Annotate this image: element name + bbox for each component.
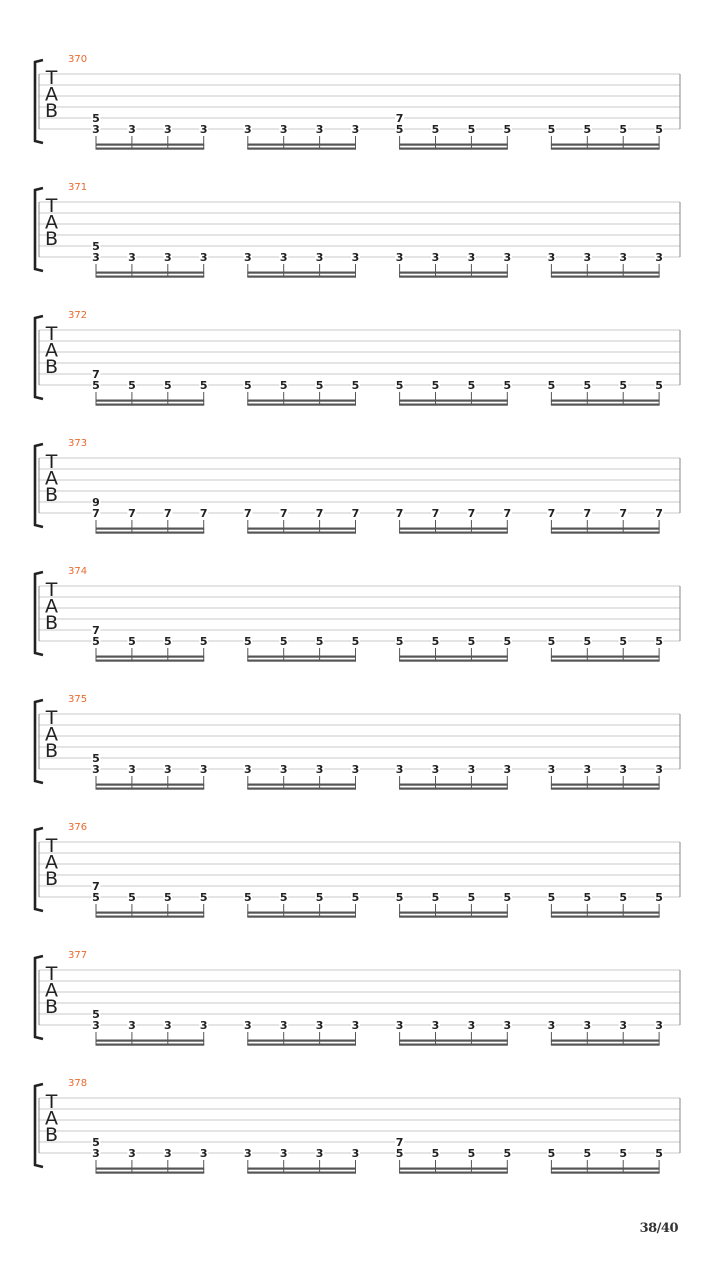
note-beam: [399, 1044, 508, 1046]
tab-clef-letter: T: [45, 707, 58, 729]
fret-number: 9: [92, 496, 100, 509]
fret-number: 7: [128, 507, 136, 520]
fret-number: 5: [547, 635, 556, 648]
tab-clef-letter: A: [45, 1107, 58, 1130]
measure-number: 372: [68, 310, 88, 321]
fret-number: 5: [92, 1008, 100, 1021]
fret-number: 3: [655, 763, 663, 776]
note-beam: [96, 1172, 205, 1174]
tab-clef-letter: B: [44, 868, 59, 890]
tab-system: [35, 438, 680, 534]
fret-number: 7: [92, 624, 100, 637]
note-beam: [247, 788, 356, 790]
note-beam: [399, 788, 508, 790]
fret-number: 5: [655, 379, 663, 392]
fret-number: 3: [547, 763, 556, 776]
fret-number: 5: [619, 1147, 628, 1160]
fret-number: 5: [503, 1147, 512, 1160]
fret-number: 5: [619, 379, 628, 392]
note-beam: [551, 276, 660, 278]
note-beam: [399, 660, 508, 662]
fret-number: 5: [199, 379, 208, 392]
fret-number: 3: [655, 251, 663, 264]
note-beam: [96, 788, 205, 790]
fret-number: 5: [243, 891, 252, 904]
fret-number: 3: [199, 251, 208, 264]
fret-number: 3: [163, 763, 172, 776]
fret-number: 3: [351, 123, 360, 136]
note-beam: [399, 912, 508, 914]
note-beam: [399, 532, 508, 534]
note-beam: [96, 144, 205, 146]
fret-number: 5: [655, 635, 663, 648]
note-beam: [96, 276, 205, 278]
note-beam: [551, 528, 660, 530]
fret-number: 5: [395, 123, 404, 136]
fret-number: 7: [395, 1136, 404, 1149]
note-beam: [96, 1044, 205, 1046]
fret-number: 3: [395, 251, 404, 264]
tab-system: [35, 950, 680, 1046]
fret-number: 3: [243, 123, 252, 136]
tab-clef-letter: A: [45, 851, 58, 874]
fret-number: 3: [583, 251, 592, 264]
fret-number: 3: [655, 1019, 663, 1032]
fret-number: 5: [128, 635, 136, 648]
fret-number: 5: [92, 379, 100, 392]
tab-clef-letter: B: [44, 100, 59, 122]
fret-number: 3: [128, 1019, 136, 1032]
note-beam: [551, 1044, 660, 1046]
fret-number: 5: [583, 379, 592, 392]
fret-number: 3: [315, 1019, 324, 1032]
fret-number: 5: [583, 635, 592, 648]
fret-number: 5: [467, 635, 476, 648]
note-beam: [96, 916, 205, 918]
fret-number: 5: [315, 635, 324, 648]
fret-number: 5: [547, 123, 556, 136]
fret-number: 7: [547, 507, 556, 520]
note-beam: [551, 532, 660, 534]
measure-number: 377: [68, 950, 88, 961]
note-beam: [247, 1172, 356, 1174]
fret-number: 5: [128, 891, 136, 904]
note-beam: [399, 148, 508, 150]
fret-number: 5: [467, 123, 476, 136]
tab-clef-letter: A: [45, 467, 58, 490]
fret-number: 3: [431, 251, 440, 264]
fret-number: 3: [351, 1147, 360, 1160]
fret-number: 5: [655, 1147, 663, 1160]
note-beam: [247, 148, 356, 150]
fret-number: 5: [467, 379, 476, 392]
fret-number: 5: [163, 379, 172, 392]
tab-system: [35, 310, 680, 406]
fret-number: 3: [92, 251, 100, 264]
tab-clef-letter: T: [45, 835, 58, 857]
fret-number: 5: [431, 379, 440, 392]
note-beam: [551, 144, 660, 146]
tab-clef-letter: T: [45, 579, 58, 601]
fret-number: 3: [92, 763, 100, 776]
fret-number: 3: [547, 251, 556, 264]
measure-number: 378: [68, 1078, 88, 1089]
fret-number: 7: [163, 507, 172, 520]
note-beam: [96, 784, 205, 786]
tab-clef-letter: A: [45, 595, 58, 618]
fret-number: 3: [279, 763, 288, 776]
fret-number: 5: [503, 379, 512, 392]
measure-number: 373: [68, 438, 88, 449]
measure-number: 376: [68, 822, 88, 833]
fret-number: 5: [92, 752, 100, 765]
fret-number: 3: [199, 763, 208, 776]
fret-number: 7: [655, 507, 663, 520]
fret-number: 3: [279, 251, 288, 264]
note-beam: [399, 276, 508, 278]
fret-number: 5: [351, 379, 360, 392]
note-beam: [96, 528, 205, 530]
note-beam: [551, 916, 660, 918]
fret-number: 7: [199, 507, 208, 520]
fret-number: 3: [243, 1019, 252, 1032]
note-beam: [399, 404, 508, 406]
tab-clef-letter: T: [45, 67, 58, 89]
note-beam: [399, 656, 508, 658]
fret-number: 5: [547, 379, 556, 392]
measure-number: 375: [68, 694, 88, 705]
note-beam: [399, 400, 508, 402]
note-beam: [247, 1044, 356, 1046]
tab-clef-letter: A: [45, 83, 58, 106]
fret-number: 7: [92, 368, 100, 381]
fret-number: 7: [92, 507, 100, 520]
fret-number: 3: [351, 251, 360, 264]
tab-clef-letter: B: [44, 356, 59, 378]
measure-number: 374: [68, 566, 88, 577]
tab-system: [35, 54, 680, 150]
note-beam: [247, 660, 356, 662]
fret-number: 5: [547, 891, 556, 904]
fret-number: 3: [583, 1019, 592, 1032]
fret-number: 3: [199, 123, 208, 136]
fret-number: 5: [503, 123, 512, 136]
fret-number: 5: [503, 891, 512, 904]
fret-number: 3: [128, 251, 136, 264]
fret-number: 3: [395, 763, 404, 776]
fret-number: 7: [243, 507, 252, 520]
note-beam: [247, 1040, 356, 1042]
measure-number: 371: [68, 182, 88, 193]
note-beam: [247, 1168, 356, 1170]
note-beam: [551, 788, 660, 790]
fret-number: 5: [431, 123, 440, 136]
fret-number: 3: [467, 1019, 476, 1032]
note-beam: [399, 1040, 508, 1042]
fret-number: 5: [351, 635, 360, 648]
fret-number: 5: [351, 891, 360, 904]
fret-number: 3: [199, 1147, 208, 1160]
fret-number: 3: [279, 1147, 288, 1160]
fret-number: 3: [279, 1019, 288, 1032]
fret-number: 3: [395, 1019, 404, 1032]
fret-number: 3: [92, 123, 100, 136]
fret-number: 7: [315, 507, 324, 520]
note-beam: [96, 912, 205, 914]
fret-number: 3: [128, 1147, 136, 1160]
note-beam: [96, 272, 205, 274]
note-beam: [247, 404, 356, 406]
note-beam: [399, 784, 508, 786]
tab-system: [35, 822, 680, 918]
fret-number: 3: [163, 123, 172, 136]
fret-number: 5: [163, 635, 172, 648]
fret-number: 3: [351, 763, 360, 776]
fret-number: 5: [315, 379, 324, 392]
fret-number: 5: [431, 635, 440, 648]
fret-number: 3: [128, 763, 136, 776]
note-beam: [96, 656, 205, 658]
tab-clef-letter: B: [44, 996, 59, 1018]
fret-number: 7: [351, 507, 360, 520]
note-beam: [399, 144, 508, 146]
fret-number: 3: [315, 763, 324, 776]
note-beam: [399, 1168, 508, 1170]
fret-number: 5: [92, 891, 100, 904]
tab-clef-letter: A: [45, 339, 58, 362]
fret-number: 3: [163, 1147, 172, 1160]
tab-clef-letter: T: [45, 323, 58, 345]
fret-number: 5: [92, 112, 100, 125]
note-beam: [96, 1168, 205, 1170]
note-beam: [551, 1172, 660, 1174]
page-number: 38/40: [639, 1221, 678, 1236]
fret-number: 5: [395, 891, 404, 904]
fret-number: 5: [547, 1147, 556, 1160]
tab-clef-letter: A: [45, 211, 58, 234]
note-beam: [247, 656, 356, 658]
fret-number: 5: [243, 379, 252, 392]
fret-number: 3: [467, 251, 476, 264]
fret-number: 3: [243, 251, 252, 264]
note-beam: [96, 532, 205, 534]
fret-number: 7: [431, 507, 440, 520]
note-beam: [399, 916, 508, 918]
fret-number: 3: [467, 763, 476, 776]
tab-clef-letter: A: [45, 979, 58, 1002]
fret-number: 5: [128, 379, 136, 392]
note-beam: [551, 148, 660, 150]
fret-number: 3: [583, 763, 592, 776]
fret-number: 5: [655, 891, 663, 904]
fret-number: 5: [583, 123, 592, 136]
fret-number: 3: [199, 1019, 208, 1032]
fret-number: 3: [315, 251, 324, 264]
fret-number: 5: [431, 891, 440, 904]
note-beam: [247, 784, 356, 786]
fret-number: 3: [431, 763, 440, 776]
note-beam: [96, 400, 205, 402]
tab-clef-letter: B: [44, 1124, 59, 1146]
fret-number: 5: [279, 891, 288, 904]
note-beam: [551, 784, 660, 786]
note-beam: [551, 400, 660, 402]
note-beam: [96, 660, 205, 662]
note-beam: [247, 916, 356, 918]
note-beam: [247, 912, 356, 914]
fret-number: 7: [395, 112, 404, 125]
fret-number: 5: [199, 635, 208, 648]
fret-number: 7: [279, 507, 288, 520]
fret-number: 7: [92, 880, 100, 893]
tab-clef-letter: B: [44, 228, 59, 250]
fret-number: 3: [315, 1147, 324, 1160]
note-beam: [399, 528, 508, 530]
fret-number: 3: [279, 123, 288, 136]
note-beam: [247, 400, 356, 402]
fret-number: 3: [547, 1019, 556, 1032]
fret-number: 5: [395, 635, 404, 648]
tab-clef-letter: T: [45, 963, 58, 985]
fret-number: 5: [431, 1147, 440, 1160]
fret-number: 5: [92, 240, 100, 253]
fret-number: 5: [583, 891, 592, 904]
fret-number: 5: [243, 635, 252, 648]
tab-clef-letter: T: [45, 195, 58, 217]
fret-number: 5: [279, 379, 288, 392]
note-beam: [551, 404, 660, 406]
fret-number: 3: [92, 1019, 100, 1032]
fret-number: 5: [199, 891, 208, 904]
fret-number: 3: [128, 123, 136, 136]
fret-number: 3: [503, 763, 512, 776]
fret-number: 3: [92, 1147, 100, 1160]
note-beam: [551, 660, 660, 662]
fret-number: 5: [315, 891, 324, 904]
fret-number: 3: [315, 123, 324, 136]
fret-number: 5: [467, 1147, 476, 1160]
fret-number: 3: [243, 763, 252, 776]
note-beam: [399, 272, 508, 274]
note-beam: [96, 1040, 205, 1042]
tab-clef-letter: T: [45, 1091, 58, 1113]
note-beam: [247, 144, 356, 146]
note-beam: [247, 272, 356, 274]
fret-number: 5: [92, 1136, 100, 1149]
note-beam: [551, 1040, 660, 1042]
tab-system: [35, 694, 680, 790]
note-beam: [551, 656, 660, 658]
note-beam: [247, 532, 356, 534]
fret-number: 3: [619, 763, 628, 776]
fret-number: 5: [655, 123, 663, 136]
fret-number: 5: [163, 891, 172, 904]
fret-number: 5: [279, 635, 288, 648]
fret-number: 3: [619, 251, 628, 264]
tab-clef-letter: B: [44, 740, 59, 762]
note-beam: [96, 404, 205, 406]
tab-clef-letter: B: [44, 484, 59, 506]
tab-system: [35, 1078, 680, 1174]
fret-number: 3: [503, 251, 512, 264]
fret-number: 3: [503, 1019, 512, 1032]
tab-clef-letter: A: [45, 723, 58, 746]
note-beam: [247, 528, 356, 530]
fret-number: 3: [163, 1019, 172, 1032]
fret-number: 7: [467, 507, 476, 520]
note-beam: [551, 1168, 660, 1170]
tab-system: [35, 182, 680, 278]
fret-number: 3: [243, 1147, 252, 1160]
fret-number: 3: [163, 251, 172, 264]
measure-number: 370: [68, 54, 88, 65]
tab-clef-letter: B: [44, 612, 59, 634]
fret-number: 5: [92, 635, 100, 648]
tab-system: [35, 566, 680, 662]
fret-number: 7: [583, 507, 592, 520]
fret-number: 5: [467, 891, 476, 904]
tab-clef-letter: T: [45, 451, 58, 473]
fret-number: 5: [619, 635, 628, 648]
fret-number: 5: [619, 123, 628, 136]
note-beam: [551, 272, 660, 274]
fret-number: 3: [619, 1019, 628, 1032]
note-beam: [399, 1172, 508, 1174]
fret-number: 7: [395, 507, 404, 520]
fret-number: 5: [619, 891, 628, 904]
fret-number: 3: [431, 1019, 440, 1032]
fret-number: 5: [395, 1147, 404, 1160]
fret-number: 3: [351, 1019, 360, 1032]
fret-number: 7: [503, 507, 512, 520]
fret-number: 5: [583, 1147, 592, 1160]
fret-number: 7: [619, 507, 628, 520]
note-beam: [551, 912, 660, 914]
note-beam: [247, 276, 356, 278]
fret-number: 5: [503, 635, 512, 648]
fret-number: 5: [395, 379, 404, 392]
note-beam: [96, 148, 205, 150]
